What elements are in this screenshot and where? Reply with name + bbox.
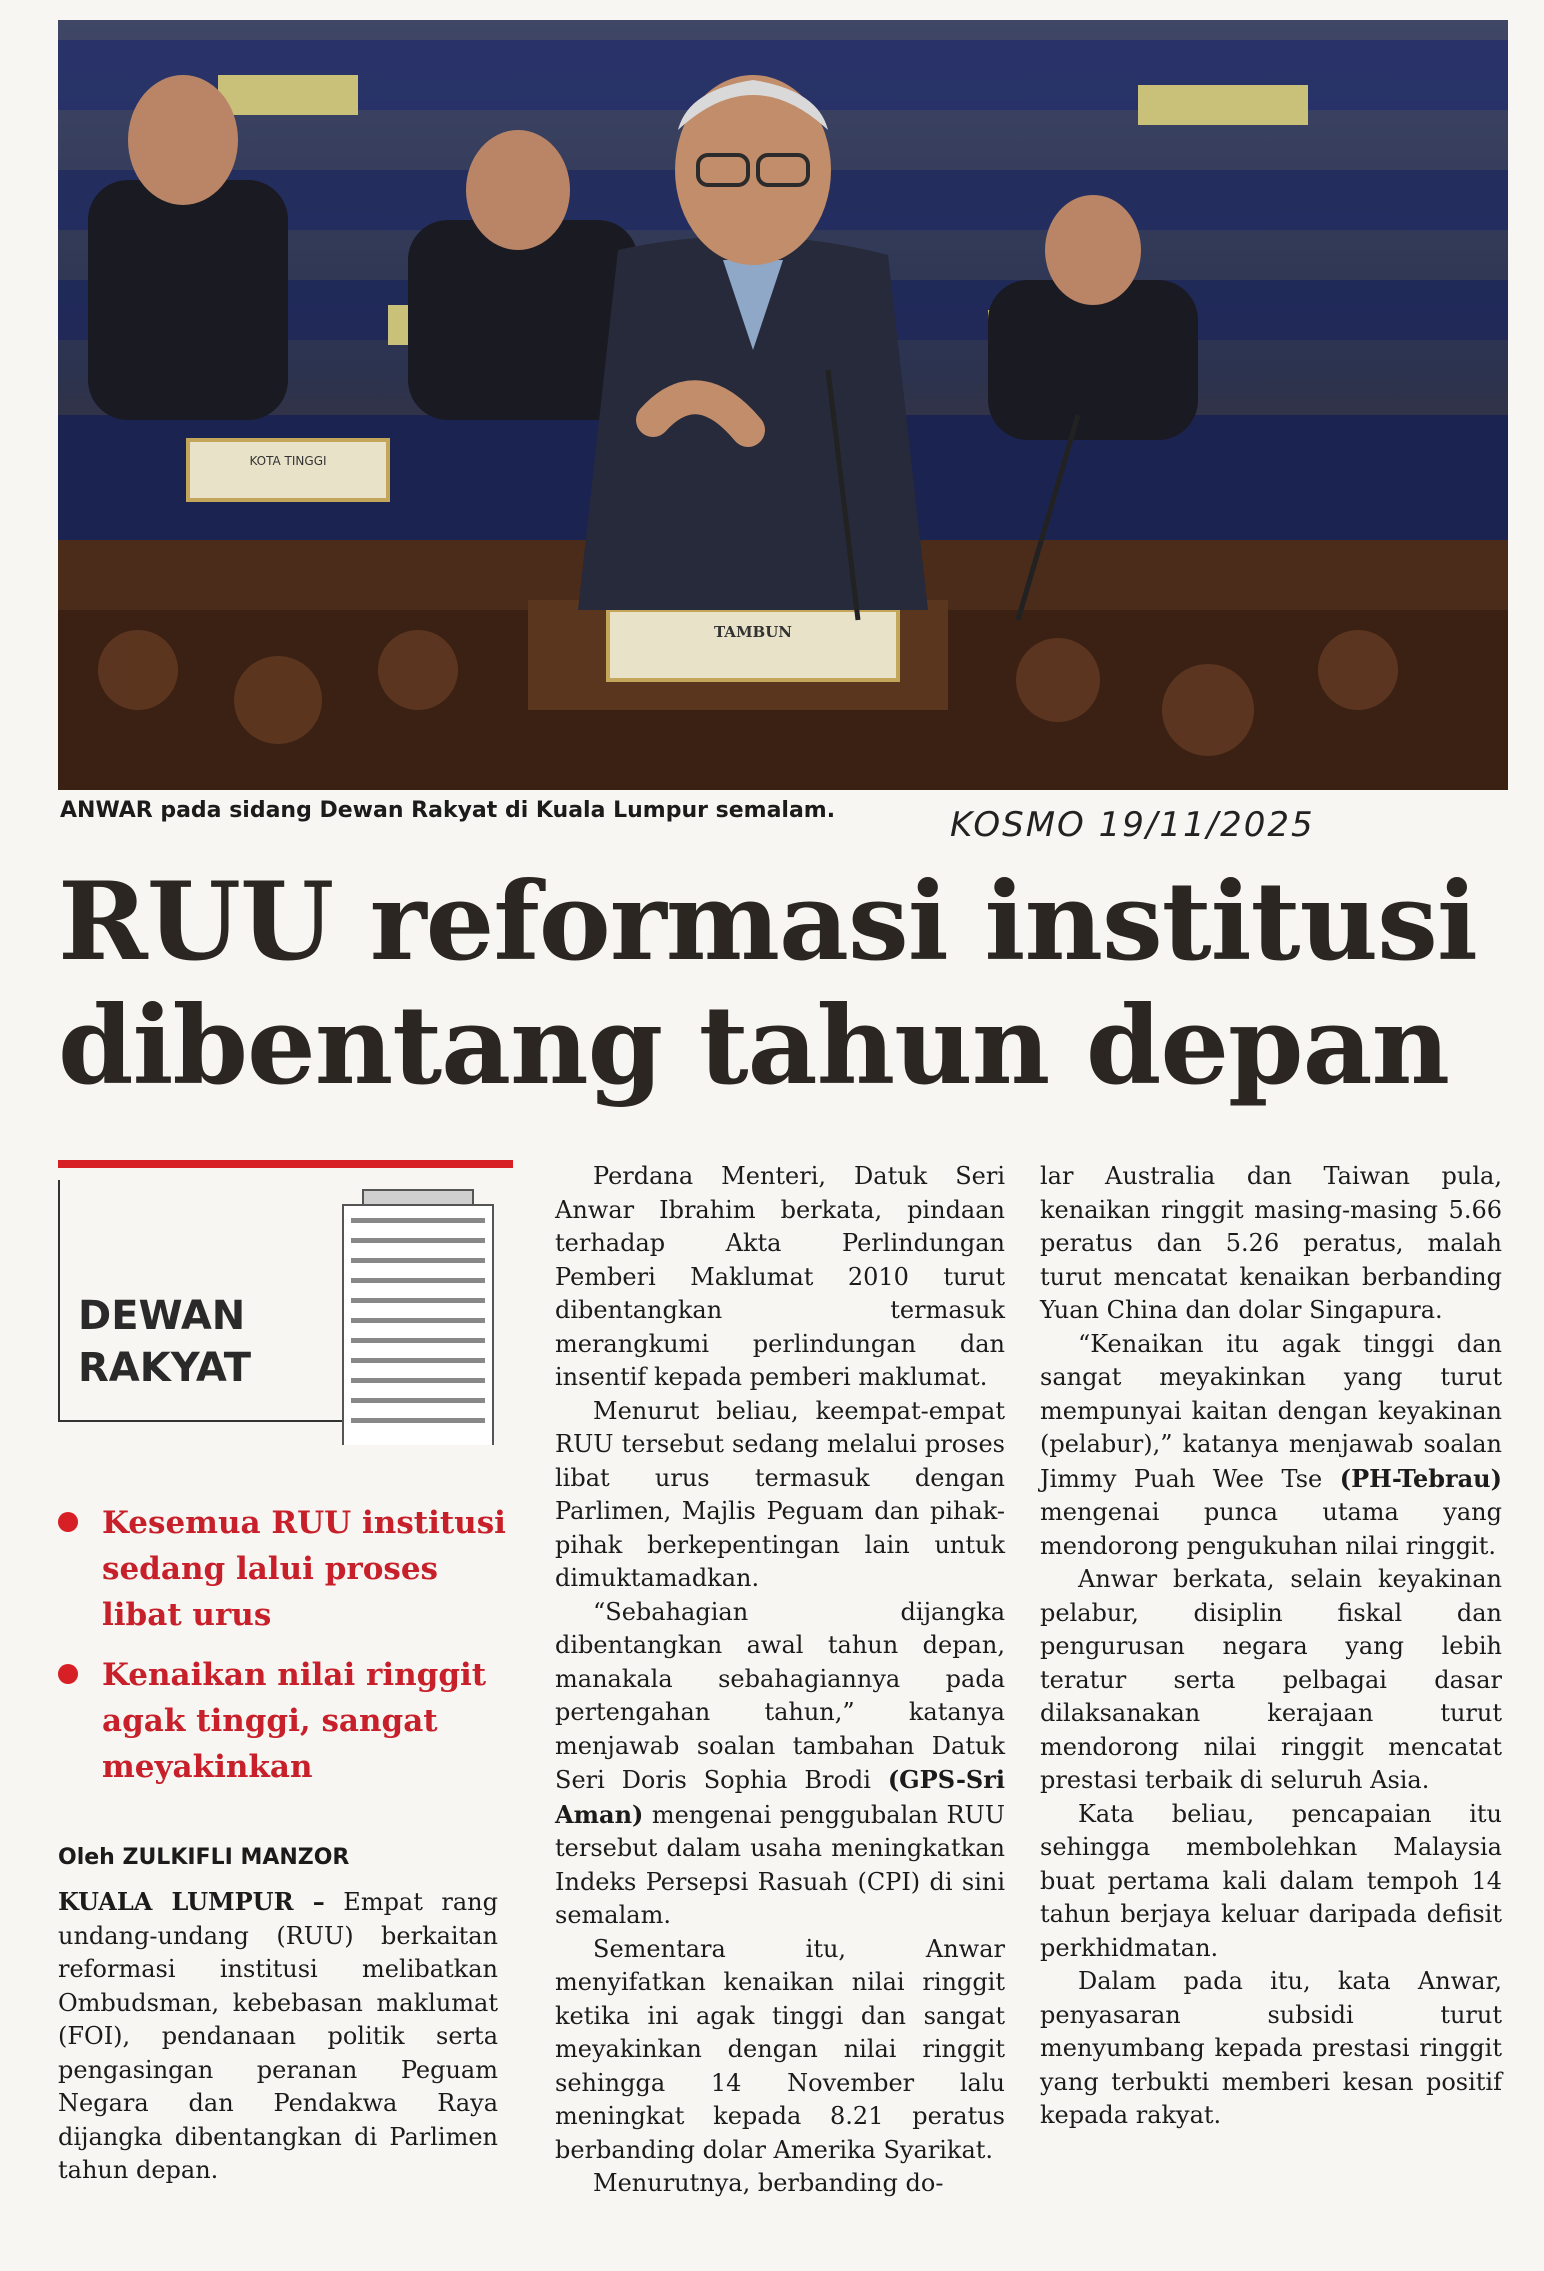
photo-caption: ANWAR pada sidang Dewan Rakyat di Kuala Lumpur semalam.: [60, 798, 836, 823]
paragraph: Sementara itu, Anwar menyifatkan kenaikan nilai ringgit ketika ini agak tinggi dan sangat meyakinkan dengan nilai ringgit sehingga 14 November lalu meningkat kepada 8.21 peratus berbanding dolar Amerika Syarikat.: [555, 1934, 1005, 2164]
headline-line-2: dibentang tahun depan: [58, 983, 1450, 1109]
red-dot-icon: [58, 1664, 78, 1684]
section-title-line-1: DEWAN: [78, 1293, 246, 1339]
constituency-label: (GPS-Sri Aman): [555, 1765, 1005, 1829]
paragraph: [555, 1596, 1005, 1933]
byline: Oleh ZULKIFLI MANZOR: [58, 1845, 350, 1870]
highlight-text: Kenaikan nilai ringgit agak tinggi, sangat meyakinkan: [102, 1657, 487, 1785]
paragraph-text: “Kenaikan itu agak tinggi dan sangat meyakinkan yang turut mempunyai kaitan dengan keyakinan (pelabur),” katanya menjawab soalan Jimmy Puah Wee Tse: [1040, 1329, 1502, 1493]
highlight-text: Kesemua RUU institusi sedang lalui proses libat urus: [102, 1505, 506, 1633]
paragraph: [58, 1885, 498, 2188]
highlight-item: [58, 1652, 513, 1790]
section-label-box: [58, 1170, 513, 1445]
dateline: KUALA LUMPUR –: [58, 1887, 325, 1916]
paragraph: Dalam pada itu, kata Anwar, penyasaran subsidi turut menyumbang kepada prestasi ringgit yang terbukti memberi kesan positif kepada rakyat.: [1040, 1967, 1502, 2129]
paragraph-text: “Sebahagian dijangka dibentangkan awal tahun depan, manakala sebahagiannya pada pertengahan tahun,” katanya menjawab soalan tambahan Datuk Seri Doris Sophia Brodi: [555, 1597, 1005, 1794]
section-red-rule: [58, 1160, 513, 1168]
paragraph: Anwar berkata, selain keyakinan pelabur, disiplin fiskal dan pengurusan negara yang lebih teratur serta pelbagai dasar dilaksanakan kerajaan turut mendorong nilai ringgit mencatat prestasi terbaik di seluruh Asia.: [1040, 1565, 1502, 1794]
article-column-2: [555, 1160, 1005, 2201]
article-column-3: [1040, 1160, 1502, 2133]
paragraph-text: Empat rang undang-undang (RUU) berkaitan reformasi institusi melibatkan Ombudsman, kebebasan maklumat (FOI), pendanaan politik serta pengasingan peranan Peguam Negara dan Pendakwa Raya dijangka dibentangkan di Parlimen tahun depan.: [58, 1888, 498, 2184]
photo-plaque-left: KOTA TINGGI: [249, 454, 327, 468]
paragraph: Menurutnya, berbanding do-: [593, 2169, 944, 2197]
paragraph: Menurut beliau, keempat-empat RUU tersebut sedang melalui proses libat urus termasuk dengan Parlimen, Majlis Peguam dan pihak-pihak berkepentingan lain untuk dimuktamadkan.: [555, 1396, 1005, 1592]
red-dot-icon: [58, 1512, 78, 1532]
parliament-photo-illustration: [58, 20, 1508, 790]
headline-line-1: RUU reformasi institusi: [58, 859, 1477, 985]
handwritten-note: KOSMO 19/11/2025: [950, 805, 1315, 845]
article-column-1: [58, 1885, 498, 2188]
paragraph: Perdana Menteri, Datuk Seri Anwar Ibrahim berkata, pindaan terhadap Akta Perlindungan Pemberi Maklumat 2010 turut dibentangkan termasuk merangkumi perlindungan dan insentif kepada pemberi maklumat.: [555, 1162, 1005, 1391]
highlights-list: [58, 1500, 513, 1804]
highlight-item: [58, 1500, 513, 1638]
section-title-line-2: RAKYAT: [78, 1345, 252, 1391]
paragraph-text: mengenai punca utama yang mendorong pengukuhan nilai ringgit.: [1040, 1498, 1502, 1560]
constituency-label: (PH-Tebrau): [1339, 1463, 1502, 1493]
paragraph: Kata beliau, pencapaian itu sehingga membolehkan Malaysia buat pertama kali dalam tempoh 14 tahun berjaya keluar daripada defisit perkhidmatan.: [1040, 1799, 1502, 1962]
headline: [58, 860, 1508, 1108]
paragraph: [1040, 1328, 1502, 1564]
paragraph-text: mengenai penggubalan RUU tersebut dalam usaha meningkatkan Indeks Persepsi Rasuah (CPI) di sini semalam.: [555, 1800, 1005, 1929]
section-title: [78, 1290, 251, 1394]
paragraph: lar Australia dan Taiwan pula, kenaikan ringgit masing-masing 5.66 peratus dan 5.26 peratus, malah turut mencatat kenaikan berbanding Yuan China dan dolar Singapura.: [1040, 1162, 1502, 1324]
news-photo: [58, 20, 1508, 790]
photo-plaque-center: TAMBUN: [713, 623, 793, 641]
